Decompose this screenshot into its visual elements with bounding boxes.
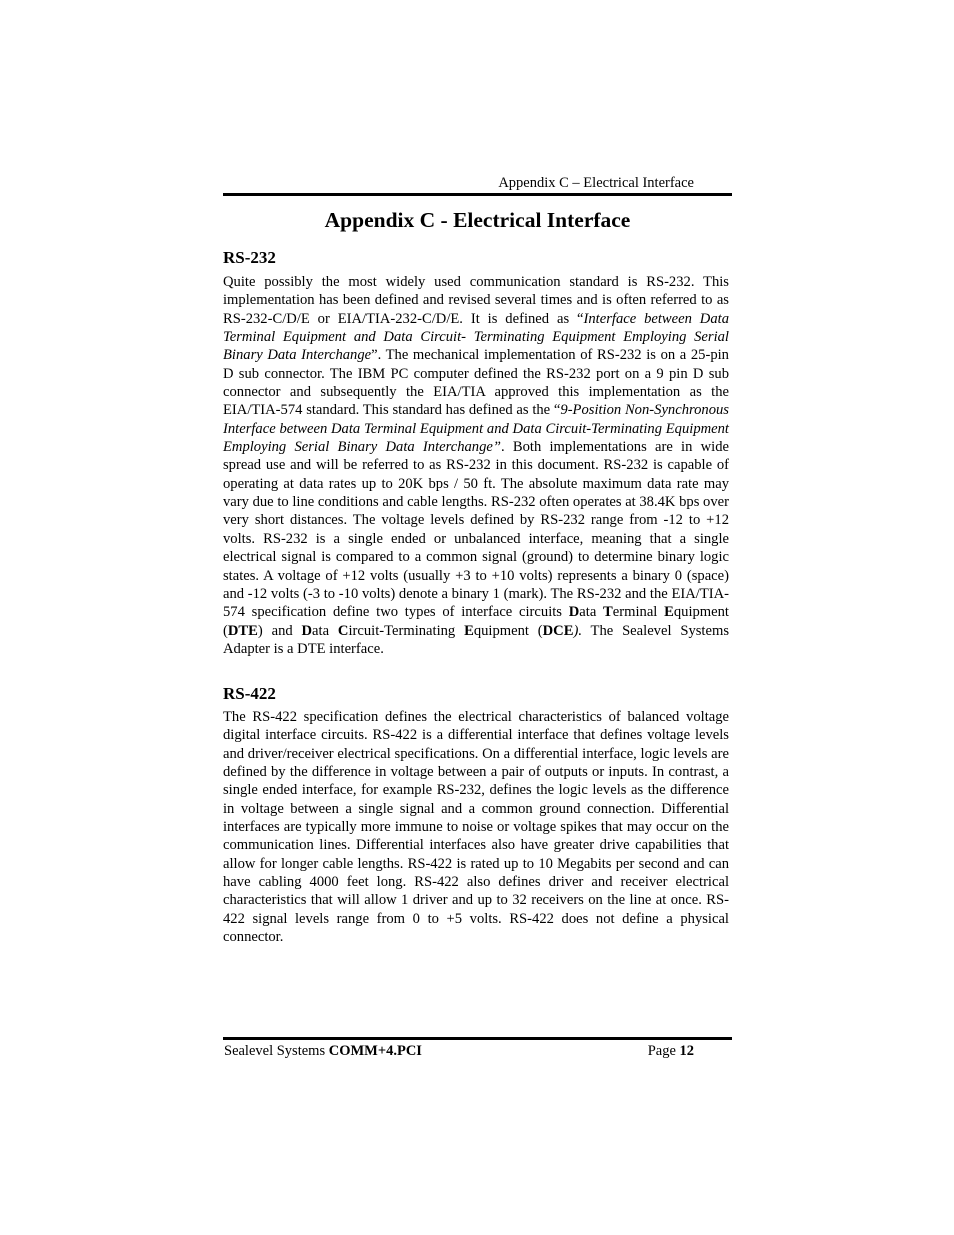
- text-run: quipment (: [473, 622, 543, 639]
- text-run: D: [301, 622, 313, 639]
- footer-company-name: Sealevel Systems: [224, 1043, 326, 1059]
- text-run: ).: [573, 622, 582, 639]
- page-title: Appendix C - Electrical Interface: [324, 208, 631, 232]
- text-run: T: [603, 604, 613, 621]
- footer-page: [648, 1042, 694, 1060]
- text-run: E: [464, 622, 474, 639]
- footer-page-label: Page: [647, 1043, 676, 1059]
- text-run: ircuit-Terminating: [348, 622, 465, 639]
- text-run: The RS-422 specification defines the electrical characteristics of balanced voltage digital interface circuits. RS-422 is a differential interface that defines voltage levels and driver/receiver electrical specifications. On a differential interface, logic levels are defined by the difference in voltage between a pair of outputs or inputs. In contrast, a single ended interface, for example RS-232, defines the logic levels as the difference in voltage between a single signal and a common ground connection. Differential interfaces are typically more immune to noise or voltage spikes that may occur on the communication lines. Differential interfaces also have greater drive capabilities that allow for longer cable lengths. RS-422 is rated up to 10 Megabits per second and can have cabling 4000 feet long. RS-422 also defines driver and receiver electrical characteristics that will allow 1 driver and up to 32 receivers on the line at once. RS-422 signal levels range from 0 to +5 volts. RS-422 does not define a physical connector.: [223, 709, 729, 946]
- text-run: erminal: [612, 604, 665, 621]
- section-body-rs422: [223, 708, 729, 946]
- section-body-rs232: [223, 273, 729, 658]
- footer-company: [224, 1042, 422, 1060]
- running-header: Appendix C – Electrical Interface: [498, 175, 694, 191]
- section-heading-rs422: RS-422: [223, 684, 276, 703]
- text-run: E: [664, 604, 674, 621]
- text-run: . Both implementations are in wide spread use and will be referred to as RS-232 in this document. RS-232 is capable of operating at data rates up to 20K bps / 50 ft. The absolute maximum data rate may vary due to line conditions and cable lengths. RS-232 often operates at 38.4K bps over very short distances. The voltage levels defined by RS-232 range from -12 to +12 volts. RS-232 is a single ended or unbalanced interface, meaning that a single electrical signal is compared to a common signal (ground) to determine binary logic states. A voltage of +12 volts (usually +3 to +10 volts) represents a binary 0 (space) and -12 volts (-3 to -10 volts) denote a binary 1 (mark). The RS-232 and the EIA/TIA-574 specification define two types of interface circuits: [223, 439, 729, 621]
- text-run: ) and: [257, 622, 302, 639]
- text-run: quipment (: [223, 604, 729, 639]
- text-run: C: [337, 622, 349, 639]
- text-run: ”. The mechanical implementation of RS-232 is on a 25-pin D sub connector. The IBM PC computer defined the RS-232 port on a 9 pin D sub connector and subsequently the EIA/TIA approved this implementation as the EIA/TIA-574 standard. This standard has defined as the “: [223, 347, 729, 419]
- footer-product-name: COMM+4.PCI: [328, 1043, 422, 1059]
- text-run: DTE: [227, 622, 258, 639]
- text-run: Interface between Data Terminal Equipment and Data Circuit- Terminating Equipment Employing Serial Binary Data Interchange: [223, 310, 729, 364]
- section-heading-rs232: RS-232: [223, 248, 276, 267]
- text-run: ata: [579, 604, 604, 621]
- text-run: D: [568, 604, 580, 621]
- text-run: DCE: [542, 622, 574, 639]
- header-rule: [223, 193, 732, 196]
- text-run: Quite possibly the most widely used communication standard is RS-232. This implementation has been defined and revised several times and is often referred to as RS-232-C/D/E or EIA/TIA-232-C/D/E. It is defined as “: [223, 274, 729, 327]
- text-run: The Sealevel Systems Adapter is a DTE interface.: [223, 622, 729, 657]
- footer-rule: [223, 1037, 732, 1040]
- text-run: 9-Position Non-Synchronous Interface between Data Terminal Equipment and Data Circuit-Terminating Equipment Employing Serial Binary Data Interchange”: [223, 402, 729, 456]
- footer-page-number: 12: [679, 1043, 694, 1059]
- text-run: ata: [312, 622, 338, 639]
